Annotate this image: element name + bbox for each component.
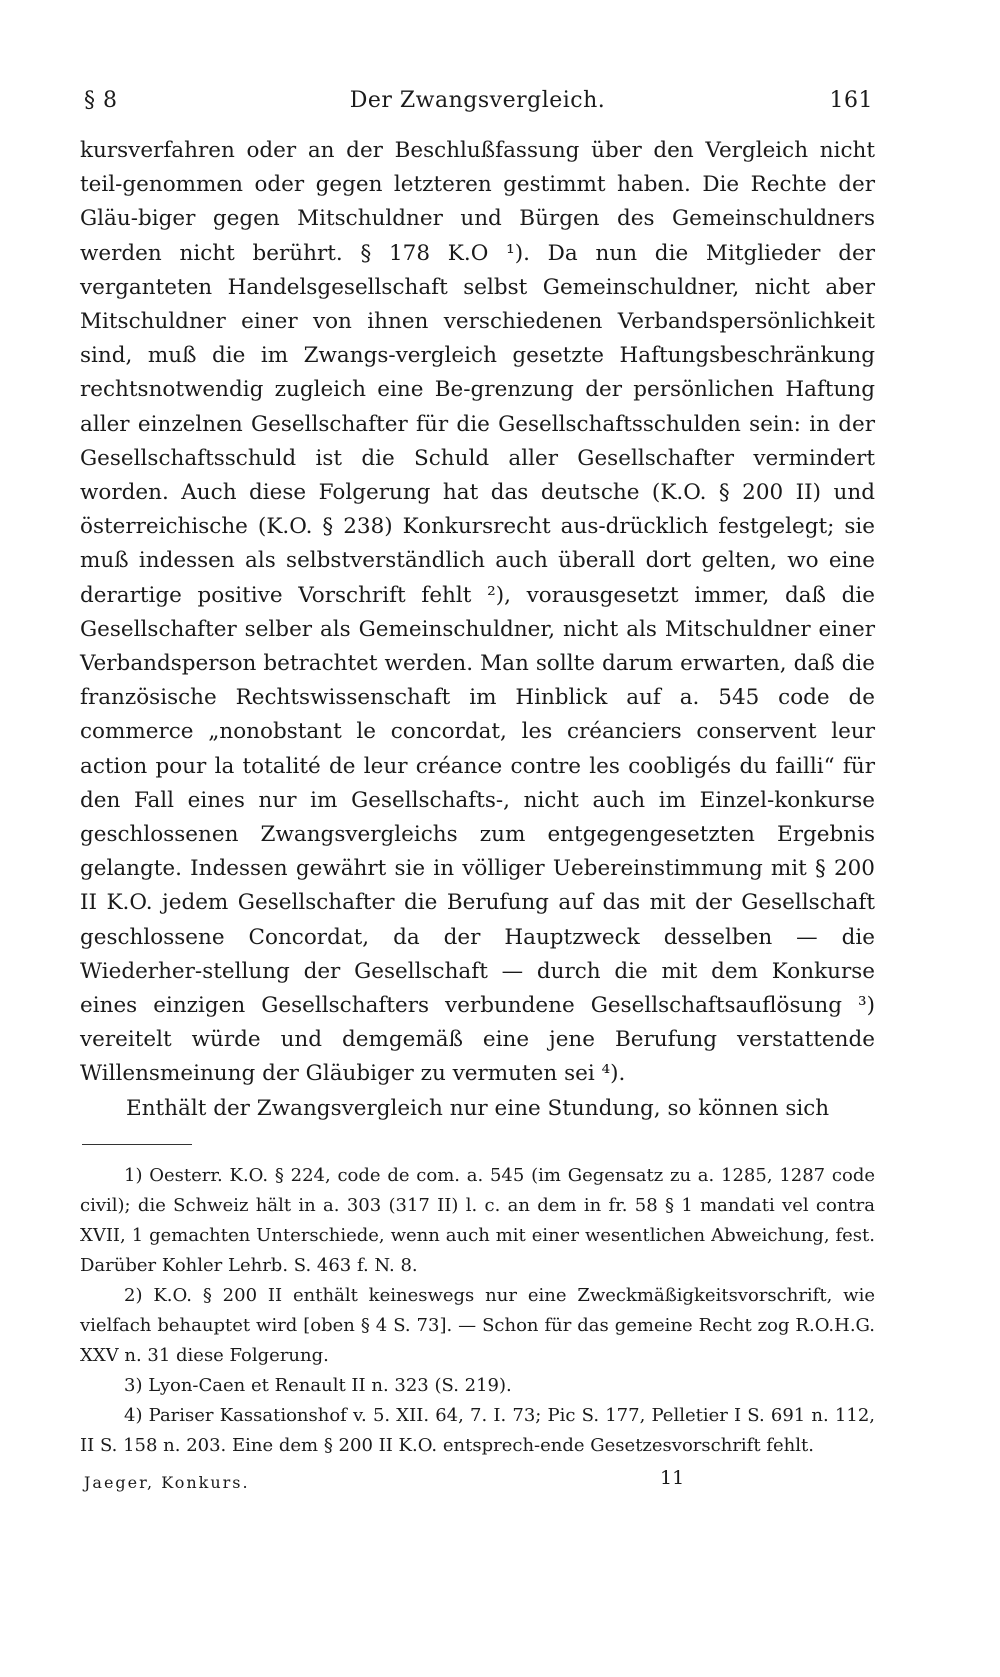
signature-line — [80, 1467, 875, 1501]
footnote-divider — [82, 1144, 192, 1145]
running-head — [80, 80, 875, 120]
signature-mark: Jaeger, Konkurs. — [84, 1472, 250, 1492]
book-page — [80, 80, 875, 1501]
footnotes — [80, 1161, 875, 1461]
paragraph: Enthält der Zwangsvergleich nur eine Stundung, so können sich — [126, 1095, 830, 1121]
page-number: 161 — [829, 88, 873, 113]
paragraph: kursverfahren oder an der Beschlußfassung über den Vergleich nicht teil-genommen oder gegen letzteren gestimmt haben. Die Rechte der Gläu-biger gegen Mitschuldner und Bürgen des Gemeinschuldners werden nicht berührt. § 178 K.O ¹). Da nun die Mitglieder der verganteten Handelsgesellschaft selbst Gemeinschuldner, nicht aber Mitschuldner einer von ihnen verschiedenen Verbandspersönlichkeit sind, muß die im Zwangs-vergleich gesetzte Haftungsbeschränkung rechtsnotwendig zugleich eine Be-grenzung der persönlichen Haftung aller einzelnen Gesellschafter für die Gesellschaftsschulden sein: in der Gesellschaftsschuld ist die Schuld aller Gesellschafter vermindert worden. Auch diese Folgerung hat das deutsche (K.O. § 200 II) und österreichische (K.O. § 238) Konkursrecht aus-drücklich festgelegt; sie muß indessen als selbstverständlich auch überall dort gelten, wo eine derartige positive Vorschrift fehlt ²), vorausgesetzt immer, daß die Gesellschafter selber als Gemeinschuldner, nicht als Mitschuldner einer Verbandsperson betrachtet werden. Man sollte darum erwarten, daß die französische Rechtswissenschaft im Hinblick auf a. 545 code de commerce „nonobstant le concordat, les créanciers conservent leur action pour la totalité de leur créance contre les coobligés du failli“ für den Fall eines nur im Gesellschafts-, nicht auch im Einzel-konkurse geschlossenen Zwangsvergleichs zum entgegengesetzten Ergebnis gelangte. Indessen gewährt sie in völliger Uebereinstimmung mit § 200 II K.O. jedem Gesellschafter die Berufung auf das mit der Gesellschaft geschlossene Concordat, da der Hauptzweck desselben — die Wiederher-stellung der Gesellschaft — durch die mit dem Konkurse eines einzigen Gesellschafters verbundene Gesellschaftsauflösung ³) vereitelt würde und demgemäß eine jene Berufung verstattende Willensmeinung der Gläubiger zu vermuten sei ⁴). — [80, 138, 875, 1087]
footnote: 2) K.O. § 200 II enthält keineswegs nur eine Zweckmäßigkeitsvorschrift, wie vielfach behauptet wird [oben § 4 S. 73]. — Schon für das gemeine Recht zog R.O.H.G. XXV n. 31 diese Folgerung. — [80, 1284, 875, 1366]
sheet-number: 11 — [660, 1466, 685, 1489]
section-number: § 8 — [84, 88, 118, 113]
footnote: 4) Pariser Kassationshof v. 5. XII. 64, 7. I. 73; Pic S. 177, Pelletier I S. 691 n. 112, II S. 158 n. 203. Eine dem § 200 II K.O. entsprech-ende Gesetzesvorschrift fehlt. — [80, 1404, 875, 1456]
running-title: Der Zwangsvergleich. — [349, 88, 606, 113]
footnote: 1) Oesterr. K.O. § 224, code de com. a. 545 (im Gegensatz zu a. 1285, 1287 code civil); die Schweiz hält in a. 303 (317 II) l. c. an dem in fr. 58 § 1 mandati vel contra XVII, 1 gemachten Unterschiede, wenn auch mit einer wesentlichen Abweichung, fest. Darüber Kohler Lehrb. S. 463 f. N. 8. — [80, 1164, 875, 1276]
footnote: 3) Lyon-Caen et Renault II n. 323 (S. 219). — [124, 1374, 512, 1396]
main-text — [80, 134, 875, 1126]
